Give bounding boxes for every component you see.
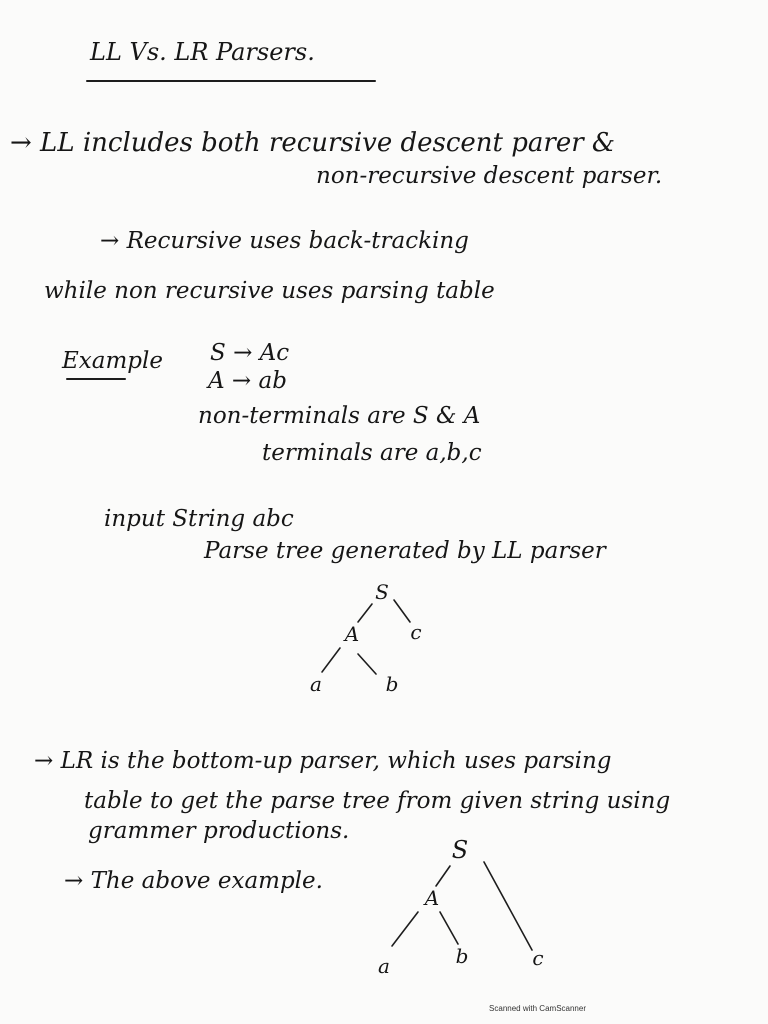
ll-node-s: S [375,580,389,604]
nonterminals-text: non-terminals are S & A [198,403,481,429]
lr-line-1: → LR is the bottom-up parser, which uses parsing [34,748,612,774]
parse-tree-caption: Parse tree generated by LL parser [204,538,606,564]
grammar-rule-1: S → Ac [210,340,290,366]
scanner-watermark: Scanned with CamScanner [489,1004,586,1013]
lr-node-b: b [455,944,469,968]
lr-node-a: a [378,954,390,978]
grammar-rule-2: A → ab [208,368,287,394]
ll-edge-a-a [322,648,340,672]
ll-line-1: → LL includes both recursive descent parer & [10,128,616,158]
ll-edge-s-c [394,600,410,622]
ll-node-a-upper: A [344,622,360,646]
lr-node-a-upper: A [424,886,440,910]
ll-line-4: while non recursive uses parsing table [44,278,495,304]
ll-node-b: b [385,672,399,696]
ll-line-2: non-recursive descent parser. [316,163,663,189]
lr-edge-s-c [484,862,532,950]
lr-line-4: → The above example. [64,868,323,894]
lr-node-c: c [532,946,544,970]
lr-node-s: S [451,836,469,864]
lr-edge-s-a [436,866,450,886]
example-underline [66,378,126,380]
lr-line-3: grammer productions. [88,818,350,844]
page-title: LL Vs. LR Parsers. [90,38,315,66]
ll-edge-s-a [358,604,372,622]
lr-edge-a-b [440,912,458,944]
ll-line-3: → Recursive uses back-tracking [100,228,469,254]
lr-line-2: table to get the parse tree from given string using [84,788,671,814]
example-label: Example [62,348,163,374]
ll-node-a: a [310,672,322,696]
title-underline [86,80,376,82]
ll-edge-a-b [358,654,376,674]
input-string-text: input String abc [104,506,294,532]
lr-edge-a-a [392,912,418,946]
terminals-text: terminals are a,b,c [262,440,482,466]
ll-node-c: c [410,620,422,644]
